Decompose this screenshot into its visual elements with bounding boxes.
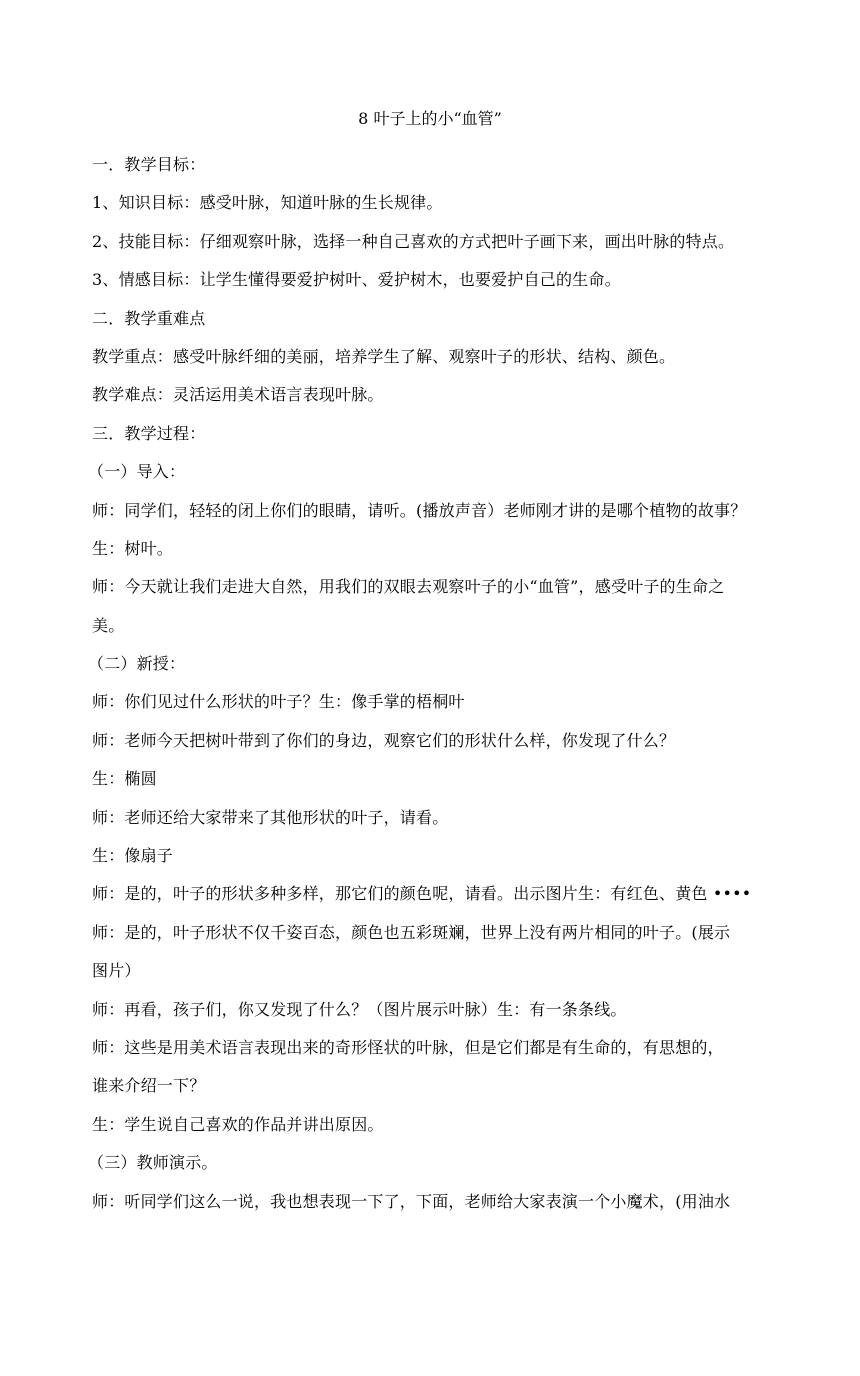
text-line: 一．教学目标： [92, 155, 206, 174]
text-line: 美。 [92, 615, 125, 635]
text-line: （二）新授： [88, 654, 186, 674]
text-line: 三．教学过程： [92, 423, 206, 443]
text-line: 生：像扇子 [92, 846, 174, 866]
text-line: 图片） [92, 961, 141, 981]
text-line: 生：椭圆 [92, 769, 157, 789]
text-line: 3、情感目标：让学生懂得要爱护树叶、爱护树木，也要爱护自己的生命。 [92, 270, 621, 290]
text-line: 师：今天就让我们走进大自然，用我们的双眼去观察叶子的小“血管”，感受叶子的生命之 [92, 577, 725, 597]
text-line: 生：学生说自己喜欢的作品并讲出原因。 [92, 1114, 384, 1134]
text-line: 师：你们见过什么形状的叶子？生：像手掌的梧桐叶 [92, 692, 465, 712]
document-body [88, 146, 782, 1221]
text-line: 师：是的，叶子的形状多种多样，那它们的颜色呢，请看。出示图片生：有红色、黄色 •••• [92, 884, 752, 904]
text-line: 师：老师还给大家带来了其他形状的叶子，请看。 [92, 807, 449, 827]
text-line: 教学重点：感受叶脉纤细的美丽，培养学生了解、观察叶子的形状、结构、颜色。 [92, 346, 676, 366]
text-line: 师：这些是用美术语言表现出来的奇形怪状的叶脉，但是它们都是有生命的，有思想的， [92, 1037, 724, 1057]
document-title: 8 叶子上的小“血管” [358, 109, 502, 128]
text-line: （一）导入： [88, 462, 186, 482]
text-line: 二．教学重难点 [92, 308, 206, 328]
text-line: （三）教师演示。 [88, 1153, 218, 1173]
text-line: 师：听同学们这么一说，我也想表现一下了，下面，老师给大家表演一个小魔术，(用油水 [92, 1191, 731, 1211]
text-line: 2、技能目标：仔细观察叶脉，选择一种自己喜欢的方式把叶子画下来，画出叶脉的特点。 [92, 231, 735, 251]
text-line: 师：再看，孩子们，你又发现了什么？（图片展示叶脉）生：有一条条线。 [92, 999, 627, 1019]
text-line: 谁来介绍一下？ [92, 1076, 206, 1096]
text-line: 1、知识目标：感受叶脉，知道叶脉的生长规律。 [92, 193, 443, 213]
text-line: 师：是的，叶子形状不仅千姿百态，颜色也五彩斑斓，世界上没有两片相同的叶子。(展示 [92, 922, 731, 942]
text-line: 教学难点：灵活运用美术语言表现叶脉。 [92, 385, 384, 405]
text-line: 生：树叶。 [92, 538, 174, 558]
text-line: 师：老师今天把树叶带到了你们的身边，观察它们的形状什么样，你发现了什么？ [92, 730, 676, 750]
text-line: 师：同学们，轻轻的闭上你们的眼睛，请听。(播放声音）老师刚才讲的是哪个植物的故事？ [92, 500, 747, 520]
